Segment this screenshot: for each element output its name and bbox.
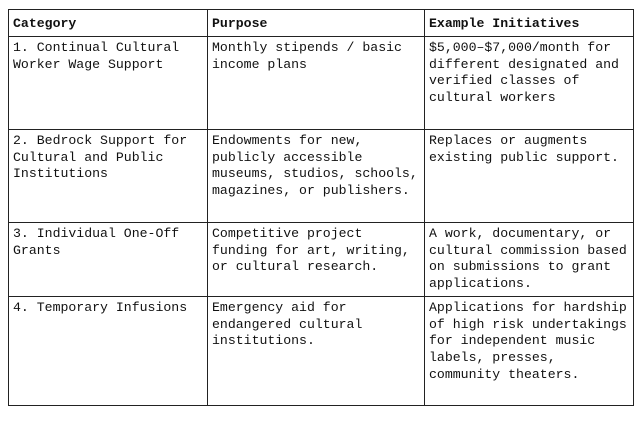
table-row [9,223,634,297]
cell-category: 3. Individual One-Off Grants [9,223,208,297]
cell-category: 4. Temporary Infusions [9,296,208,405]
initiatives-table [8,9,634,406]
table-row [9,130,634,223]
cell-category: 2. Bedrock Support for Cultural and Public Institutions [9,130,208,223]
cell-purpose: Monthly stipends / basic income plans [208,37,425,130]
cell-purpose: Competitive project funding for art, writing, or cultural research. [208,223,425,297]
cell-examples: $5,000–$7,000/month for different designated and verified classes of cultural workers [425,37,634,130]
cell-purpose: Emergency aid for endangered cultural institutions. [208,296,425,405]
header-row [9,10,634,37]
header-category: Category [9,10,208,37]
cell-purpose: Endowments for new, publicly accessible museums, studios, schools, magazines, or publishers. [208,130,425,223]
header-purpose: Purpose [208,10,425,37]
cell-examples: A work, documentary, or cultural commission based on submissions to grant applications. [425,223,634,297]
header-example-initiatives: Example Initiatives [425,10,634,37]
cell-examples: Replaces or augments existing public support. [425,130,634,223]
cell-category: 1. Continual Cultural Worker Wage Support [9,37,208,130]
cell-examples: Applications for hardship of high risk undertakings for independent music labels, presses, community theaters. [425,296,634,405]
table-row [9,37,634,130]
table-row [9,296,634,405]
